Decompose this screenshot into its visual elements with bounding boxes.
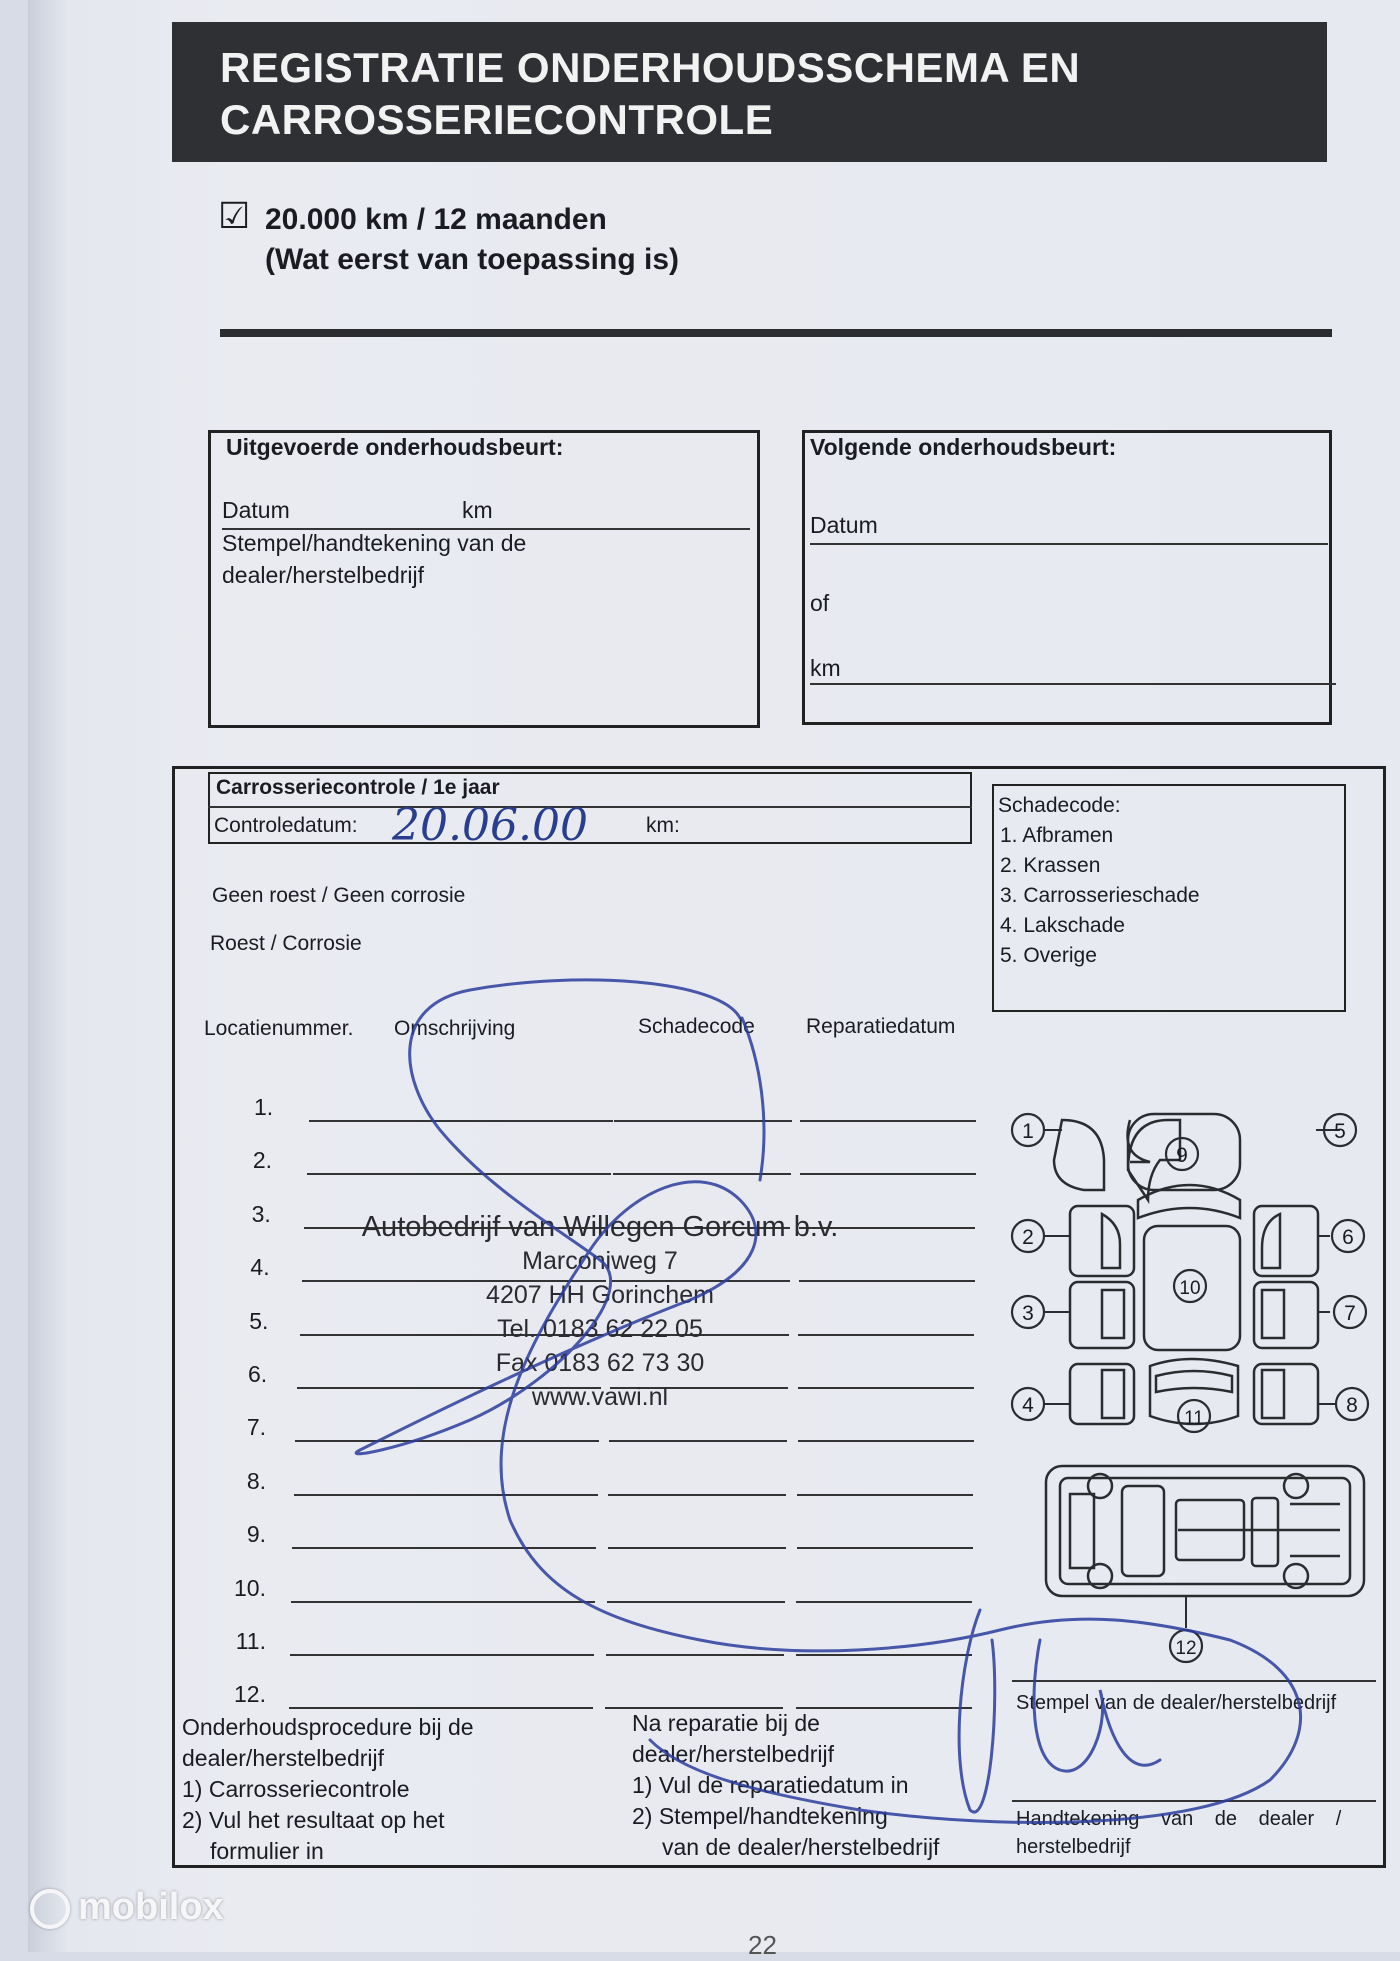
rust-option: Roest / Corrosie: [210, 932, 362, 955]
signature-label-2: herstelbedrijf: [1016, 1836, 1131, 1858]
watermark-logo-icon: [30, 1889, 70, 1929]
check-date-label: Controledatum:: [214, 814, 358, 837]
col-repair-date-header: Reparatiedatum: [806, 1015, 956, 1038]
row-number: 11.: [235, 1628, 266, 1654]
procedure-line-1: Onderhoudsprocedure bij de: [182, 1714, 474, 1740]
row-number: 6.: [248, 1361, 268, 1387]
body-check-title: Carrosseriecontrole / 1e jaar: [216, 776, 500, 799]
interval-line-2: (Wat eerst van toepassing is): [265, 243, 679, 276]
row-description-line: [307, 1173, 611, 1175]
page-number: 22: [748, 1930, 777, 1960]
damage-code-3: 3. Carrosserieschade: [1000, 884, 1200, 907]
next-date-label: Datum: [810, 512, 878, 538]
no-rust-option: Geen roest / Geen corrosie: [212, 884, 466, 907]
stamp-street: Marconiweg 7: [522, 1247, 678, 1275]
dealer-stamp: [330, 1210, 870, 1414]
row-damage-code-line: [608, 1547, 786, 1549]
performed-date-label: Datum: [222, 497, 290, 523]
diagram-label-6: 6: [1342, 1226, 1354, 1249]
diagram-label-3: 3: [1022, 1302, 1034, 1325]
dealer-stamp-label: Stempel van de dealer/herstelbedrijf: [1016, 1692, 1337, 1714]
row-repair-date-line: [797, 1494, 973, 1496]
row-number: 1.: [254, 1094, 274, 1120]
procedure-step-1: 1) Carrosseriecontrole: [182, 1776, 410, 1802]
repair-line-1: Na reparatie bij de: [632, 1710, 820, 1736]
damage-code-title: Schadecode:: [998, 794, 1121, 817]
procedure-instructions: [182, 1712, 474, 1867]
row-description-line: [295, 1440, 599, 1442]
diagram-label-7: 7: [1344, 1302, 1356, 1325]
diagram-label-12: 12: [1175, 1638, 1197, 1659]
diagram-label-1: 1: [1022, 1120, 1034, 1143]
interval-text: [265, 200, 679, 280]
row-description-line: [292, 1547, 596, 1549]
diagram-label-5: 5: [1334, 1120, 1346, 1143]
col-description-header: Omschrijving: [394, 1017, 516, 1040]
stamp-tel: Tel. 0183 62 22 05: [497, 1315, 703, 1343]
body-check-header-divider: [208, 806, 972, 808]
row-damage-code-line: [613, 1173, 791, 1175]
interval-line-1: 20.000 km / 12 maanden: [265, 203, 607, 236]
procedure-step-2b: formulier in: [210, 1838, 324, 1864]
row-number: 10.: [234, 1574, 266, 1601]
row-number: 3.: [251, 1200, 271, 1227]
row-repair-date-line: [796, 1601, 972, 1603]
damage-code-5: 5. Overige: [1000, 944, 1097, 967]
diagram-label-9: 9: [1176, 1144, 1188, 1167]
row-description-line: [290, 1654, 594, 1656]
col-damage-code-header: Schadecode: [638, 1015, 755, 1038]
next-or-label: of: [810, 590, 830, 616]
diagram-label-2: 2: [1022, 1226, 1034, 1249]
repair-line-2: dealer/herstelbedrijf: [632, 1741, 835, 1767]
stamp-web: www.vawi.nl: [531, 1383, 669, 1411]
row-repair-date-line: [797, 1547, 973, 1549]
signature-label-1: Handtekening van de dealer /: [1016, 1808, 1342, 1830]
row-repair-date-line: [800, 1120, 976, 1122]
row-number: 8.: [246, 1467, 266, 1494]
damage-code-4: 4. Lakschade: [1000, 914, 1125, 937]
damage-code-1: 1. Afbramen: [1000, 824, 1114, 847]
row-damage-code-line: [609, 1440, 787, 1442]
performed-stamp-line-1: Stempel/handtekening van de: [222, 530, 527, 556]
row-number: 4.: [250, 1254, 270, 1281]
page-title: [172, 22, 1327, 162]
row-damage-code-line: [606, 1654, 784, 1656]
row-description-line: [294, 1494, 598, 1496]
diagram-label-10: 10: [1179, 1278, 1201, 1299]
row-number: 9.: [246, 1521, 266, 1548]
row-repair-date-line: [800, 1173, 976, 1175]
next-date-line: [810, 543, 1328, 545]
signature-field-line: [1012, 1800, 1376, 1802]
row-damage-code-line: [608, 1494, 786, 1496]
check-date-handwritten: 20.06.00: [392, 800, 588, 851]
procedure-step-2a: 2) Vul het resultaat op het: [182, 1807, 445, 1833]
stamp-city: 4207 HH Gorinchem: [486, 1281, 714, 1309]
row-damage-code-line: [614, 1120, 792, 1122]
repair-step-2a: 2) Stempel/handtekening: [632, 1803, 888, 1829]
check-km-label: km:: [646, 814, 680, 837]
stamp-field-line: [1012, 1680, 1376, 1682]
watermark-text: mobilox: [78, 1886, 224, 1928]
row-description-line: [291, 1601, 595, 1603]
row-repair-date-line: [798, 1440, 974, 1442]
performed-title: Uitgevoerde onderhoudsbeurt:: [226, 434, 564, 460]
diagram-label-4: 4: [1022, 1394, 1034, 1417]
next-service-box: [802, 430, 1332, 725]
diagram-label-8: 8: [1346, 1394, 1358, 1417]
watermark: [30, 1886, 224, 1929]
repair-instructions: [632, 1708, 939, 1863]
stamp-fax: Fax 0183 62 73 30: [495, 1349, 705, 1377]
performed-km-label: km: [462, 497, 493, 523]
row-repair-date-line: [796, 1654, 972, 1656]
checkbox-checked-icon: ☑: [218, 195, 251, 236]
row-number: 5.: [249, 1307, 269, 1334]
diagram-label-11: 11: [1184, 1408, 1204, 1429]
row-number: 12.: [234, 1681, 266, 1708]
title-line-2: CARROSSERIECONTROLE: [220, 96, 774, 143]
col-location-header: Locatienummer.: [204, 1017, 354, 1040]
stamp-company: Autobedrijf van Willegen Gorcum b.v.: [361, 1211, 839, 1243]
damage-code-2: 2. Krassen: [1000, 854, 1101, 877]
title-line-1: REGISTRATIE ONDERHOUDSSCHEMA EN: [220, 44, 1081, 91]
next-km-label: km: [810, 655, 841, 681]
procedure-line-2: dealer/herstelbedrijf: [182, 1745, 385, 1771]
next-title: Volgende onderhoudsbeurt:: [810, 434, 1117, 460]
next-km-line: [810, 683, 1336, 685]
repair-step-1: 1) Vul de reparatiedatum in: [632, 1772, 909, 1798]
row-number: 2.: [252, 1147, 272, 1174]
repair-step-2b: van de dealer/herstelbedrijf: [662, 1834, 940, 1860]
row-description-line: [309, 1120, 613, 1122]
row-number: 7.: [246, 1414, 266, 1441]
row-damage-code-line: [607, 1601, 785, 1603]
section-divider: [220, 329, 1332, 337]
row-description-line: [289, 1707, 593, 1709]
performed-stamp-line-2: dealer/herstelbedrijf: [222, 562, 425, 588]
